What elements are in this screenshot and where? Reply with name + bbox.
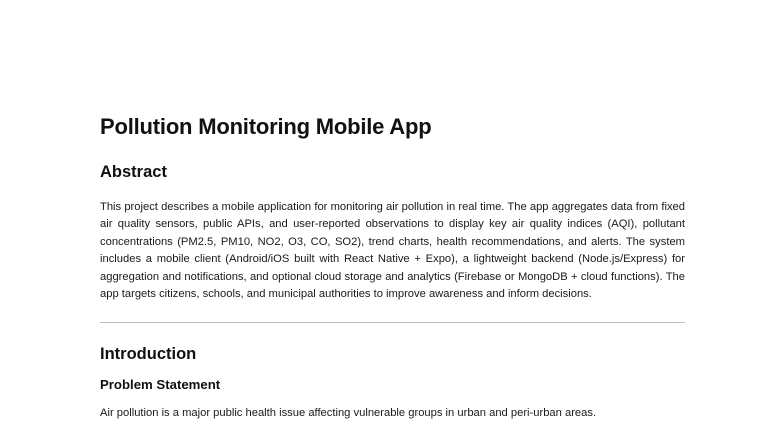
section-divider: [100, 322, 685, 323]
document-content: [100, 113, 685, 434]
problem-statement-paragraph: Air pollution is a major public health issue affecting vulnerable groups in urban and peri-urban areas.: [100, 407, 597, 420]
document-title: Pollution Monitoring Mobile App: [100, 114, 432, 139]
abstract-heading: Abstract: [100, 163, 167, 181]
introduction-heading: Introduction: [100, 345, 197, 364]
problem-statement-heading: Problem Statement: [100, 377, 221, 393]
abstract-paragraph: This project describes a mobile application for monitoring air pollution in real time. The app aggregates data from fixed air quality sensors, public APIs, and user-reported observations to display key air quality indices (AQI), pollutant concentrations (PM2.5, PM10, NO2, O3, CO, SO2), trend charts, health recommendations, and alerts. The system includes a mobile client (Android/iOS built with React Native + Expo), a lightweight backend (Node.js/Express) for aggregation and notifications, and optional cloud storage and analytics (Firebase or MongoDB + cloud functions). The app targets citizens, schools, and municipal authorities to improve awareness and inform decisions.: [100, 201, 685, 301]
